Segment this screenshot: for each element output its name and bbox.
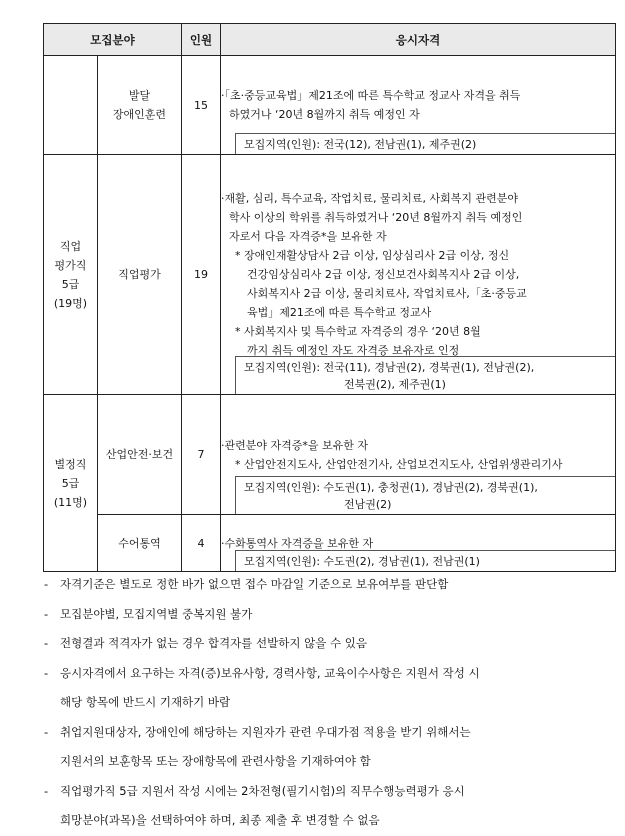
qualification-line: ·수화통역사 자격증을 보유한 자	[221, 536, 374, 550]
field-label: 발달	[128, 89, 151, 102]
group-label: 5급	[61, 277, 80, 291]
table-header-row	[44, 24, 616, 56]
table-row	[44, 56, 616, 155]
qualification-line: ·재활, 심리, 특수교육, 작업치료, 물리치료, 사회복지 관련분야	[221, 192, 518, 205]
note-dash: -	[44, 665, 49, 680]
region-line: 모집지역(인원): 전국(11), 경남권(2), 경북권(1), 전남권(2),	[244, 361, 535, 374]
count-cell: 4	[182, 515, 221, 572]
qualification-line: 건강임상심리사 2급 이상, 정신보건사회복지사 2급 이상,	[247, 268, 520, 281]
count-cell: 15	[182, 56, 221, 155]
qualification-line: * 산업안전지도사, 산업안전기사, 산업보건지도사, 산업위생관리기사	[235, 457, 563, 471]
group-label: 평가직	[54, 258, 87, 272]
qualification-cell	[221, 395, 616, 515]
region-box	[235, 133, 615, 154]
field-cell: 수어통역	[98, 515, 182, 572]
note-dash: -	[44, 606, 49, 621]
qualification-line: 자로서 다음 자격증*을 보유한 자	[229, 230, 387, 243]
field-label: 장애인훈련	[112, 108, 167, 121]
qualification-cell	[221, 515, 616, 572]
note-text: 모집분야별, 모집지역별 중복지원 불가	[60, 606, 253, 621]
count-cell: 19	[182, 155, 221, 395]
qualification-line: 까지 취득 예정인 자도 자격증 보유자로 인정	[247, 344, 460, 357]
group-cell	[44, 155, 98, 395]
group-label: (19명)	[53, 296, 88, 310]
header-qualification: 응시자격	[221, 24, 616, 56]
region-line: 모집지역(인원): 수도권(2), 경남권(1), 전남권(1)	[244, 555, 480, 568]
note-item	[44, 600, 619, 630]
region-line: 전남권(2)	[344, 498, 392, 511]
group-label: 직업	[59, 239, 82, 253]
note-dash: -	[44, 783, 49, 798]
table-row	[44, 515, 616, 572]
note-text: 직업평가직 5급 지원서 작성 시에는 2차전형(필기시험)의 직무수행능력평가 응시	[60, 783, 465, 798]
note-item	[44, 659, 619, 718]
count-cell: 7	[182, 395, 221, 515]
note-text: 응시자격에서 요구하는 자격(증)보유사항, 경력사항, 교육이수사항은 지원서 작성 시	[60, 665, 480, 680]
note-dash: -	[44, 636, 49, 650]
note-item	[44, 629, 619, 659]
note-dash: -	[44, 577, 49, 591]
qualification-line: * 사회복지사 및 특수학교 자격증의 경우 ‘20년 8월	[235, 325, 481, 338]
note-text-continued: 해당 항목에 반드시 기재하기 바람	[60, 695, 231, 709]
header-field: 모집분야	[44, 24, 182, 56]
table-row	[44, 395, 616, 515]
table-row	[44, 155, 616, 395]
region-box	[235, 550, 615, 571]
field-cell: 산업안전·보건	[98, 395, 182, 515]
recruitment-table	[43, 23, 616, 572]
qualification-line: 육법」제21조에 따른 특수학교 정교사	[247, 306, 432, 319]
qualification-line: ·관련분야 자격증*을 보유한 자	[221, 438, 368, 452]
note-item	[44, 570, 619, 600]
region-box	[235, 356, 615, 394]
qualification-cell	[221, 56, 616, 155]
region-line: 모집지역(인원): 수도권(1), 충청권(1), 경남권(2), 경북권(1),	[244, 481, 538, 494]
region-line: 모집지역(인원): 전국(12), 전남권(1), 제주권(2)	[244, 138, 477, 151]
field-cell: 직업평가	[98, 155, 182, 395]
notes-list	[44, 570, 619, 836]
note-text-continued: 지원서의 보훈항목 또는 장애항목에 관련사항을 기재하여야 함	[60, 754, 371, 768]
header-count: 인원	[182, 24, 221, 56]
qualification-line: * 장애인재활상담사 2급 이상, 임상심리사 2급 이상, 정신	[235, 249, 510, 262]
qualification-line: 학사 이상의 학위를 취득하였거나 ‘20년 8월까지 취득 예정인	[229, 211, 523, 224]
note-item	[44, 777, 619, 836]
qualification-line: 사회복지사 2급 이상, 물리치료사, 작업치료사,「초·중등교	[247, 287, 527, 300]
note-text: 취업지원대상자, 장애인에 해당하는 지원자가 관련 우대가점 적용을 받기 위해서는	[60, 724, 471, 739]
qualification-cell	[221, 155, 616, 395]
note-text-continued: 희망분야(과목)을 선택하여야 하며, 최종 제출 후 변경할 수 없음	[60, 813, 380, 827]
qualification-line: ·「초·중등교육법」제21조에 따른 특수학교 정교사 자격을 취득	[221, 89, 521, 102]
group-cell	[44, 395, 98, 572]
group-cell-empty	[44, 56, 98, 155]
group-label: 5급	[61, 476, 80, 490]
note-item	[44, 718, 619, 777]
note-dash: -	[44, 724, 49, 739]
region-box	[235, 476, 615, 514]
region-line: 전북권(2), 제주권(1)	[344, 378, 446, 391]
group-label: (11명)	[53, 495, 88, 509]
note-text: 전형결과 적격자가 없는 경우 합격자를 선발하지 않을 수 있음	[60, 636, 367, 650]
qualification-line: 하였거나 ‘20년 8월까지 취득 예정인 자	[229, 108, 420, 121]
field-cell	[98, 56, 182, 155]
note-text: 자격기준은 별도로 정한 바가 없으면 접수 마감일 기준으로 보유여부를 판단함	[60, 577, 449, 591]
group-label: 별정직	[54, 457, 87, 471]
